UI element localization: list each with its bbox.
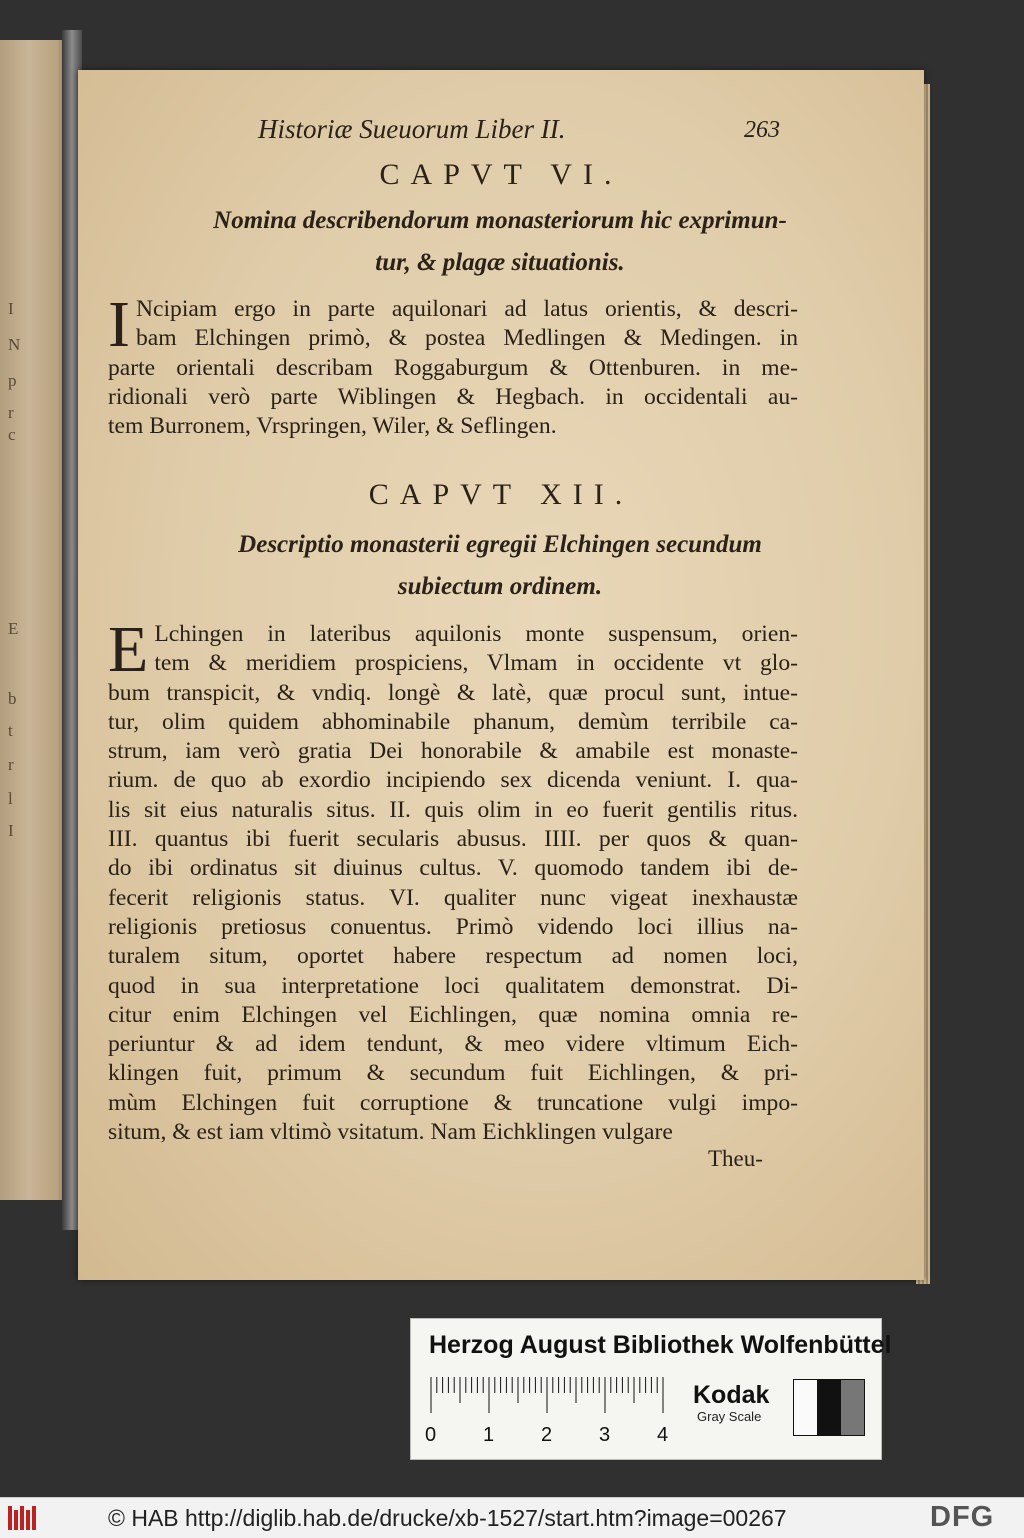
- page-number: 263: [744, 117, 780, 143]
- drop-cap: I: [108, 288, 130, 361]
- previous-page-fragment: c: [8, 425, 16, 444]
- library-color-card: [410, 1318, 892, 1460]
- running-head: Historiæ Sueuorum Liber II.: [258, 114, 566, 144]
- chapter-12-subtitle: [130, 524, 870, 608]
- text-line: bam Elchingen primò, & postea Medlingen & Medingen. in: [135, 325, 798, 352]
- text-line: citur enim Elchingen vel Eichlingen, quæ nomina omnia re-: [108, 1001, 798, 1028]
- kodak-label: Kodak: [693, 1381, 770, 1409]
- dfg-logo: DFG: [930, 1501, 995, 1533]
- footer-link[interactable]: © HAB http://diglib.hab.de/drucke/xb-1527/start.htm?image=00267: [108, 1505, 787, 1531]
- previous-page-fragment: E: [8, 619, 19, 638]
- text-line: III. quantus ibi fuerit secularis abusus. IIII. per quos & quan-: [108, 826, 798, 853]
- text-line: Ncipiam ergo in parte aquilonari ad latus orientis, & descri-: [135, 296, 798, 322]
- chapter-6-subtitle: [130, 200, 870, 284]
- text-line: religionis pretiosus conuentus. Primò videndo loci illius na-: [108, 913, 798, 940]
- text-line: strum, iam verò gratia Dei honorabile & amabile est monaste-: [108, 738, 798, 765]
- white-swatch: [794, 1380, 817, 1435]
- gray-scale-swatches: [793, 1379, 865, 1436]
- text-line: turalem situm, oportet habere respectum ad nomen loci,: [108, 943, 798, 970]
- text-line: tur, olim quidem abhominabile phanum, demùm terribile ca-: [108, 708, 798, 735]
- footer-bar: [0, 1497, 1024, 1538]
- text-line: tem Burronem, Vrspringen, Wiler, & Seflingen.: [108, 413, 557, 440]
- text-line: tem & meridiem prospiciens, Vlmam in occidente vt glo-: [154, 650, 798, 677]
- catchword: Theu-: [708, 1146, 763, 1171]
- previous-page-fragment: b: [8, 689, 17, 708]
- black-swatch: [817, 1380, 840, 1435]
- text-line: mùm Elchingen fuit corruptione & truncatione vulgi impo-: [108, 1089, 798, 1116]
- previous-page-fragment: p: [8, 371, 17, 390]
- text-line: do ibi ordinatus sit diuinus cultus. V. quomodo tandem ibi de-: [108, 855, 798, 882]
- ruler-number: 3: [599, 1424, 611, 1446]
- previous-page-fragment: I: [8, 821, 14, 840]
- text-line: rium. de quo ab exordio incipiendo sex dicenda veniunt. I. qua-: [108, 767, 798, 794]
- previous-page-fragment: l: [8, 789, 13, 808]
- ruler-number: 1: [483, 1424, 495, 1446]
- grayscale-label: Gray Scale: [697, 1409, 762, 1424]
- subtitle-line: Nomina describendorum monasteriorum hic exprimun-: [213, 207, 787, 234]
- previous-page-fragment: t: [8, 721, 13, 740]
- ruler-number: 0: [425, 1424, 437, 1446]
- subtitle-line: Descriptio monasterii egregii Elchingen secundum: [238, 531, 762, 558]
- ruler-number: 4: [657, 1424, 669, 1446]
- text-line: quod in sua interpretatione loci qualitatem demonstrat. Di-: [108, 972, 798, 999]
- library-logo-icon: [8, 1504, 42, 1532]
- measurement-ruler: [429, 1377, 689, 1417]
- text-line: Lchingen in lateribus aquilonis monte suspensum, orien-: [154, 621, 798, 647]
- text-line: periuntur & ad idem tendunt, & meo videre vltimum Eich-: [108, 1031, 798, 1058]
- subtitle-line: tur, & plagæ situationis.: [375, 249, 625, 276]
- library-title: Herzog August Bibliothek Wolfenbüttel: [429, 1331, 892, 1359]
- chapter-12-text: [108, 613, 798, 1147]
- text-line: bum transpicit, & vndiq. longè & latè, quæ procul sunt, intue-: [108, 679, 798, 706]
- subtitle-line: subiectum ordinem.: [397, 573, 603, 600]
- previous-page-fragment: I: [8, 299, 14, 318]
- previous-page-fragment: N: [8, 335, 21, 354]
- ruler-number: 2: [541, 1424, 553, 1446]
- text-line: parte orientali describam Roggaburgum & Ottenburen. in me-: [108, 354, 798, 381]
- chapter-6-text: [108, 288, 798, 441]
- chapter-12-heading: CAPVT XII.: [368, 478, 634, 511]
- gray-swatch: [841, 1380, 864, 1435]
- previous-page-fragment: r: [8, 403, 14, 422]
- chapter-6-heading: CAPVT VI.: [379, 158, 623, 191]
- drop-cap: E: [108, 613, 149, 686]
- text-line: fecerit religionis status. VI. qualiter nunc vigeat inexhaustæ: [108, 884, 798, 911]
- text-line: lis sit eius naturalis situs. II. quis olim in eo fuerit gentilis ritus.: [108, 796, 798, 823]
- previous-page-fragment: r: [8, 755, 14, 774]
- text-line: ridionali verò parte Wiblingen & Hegbach. in occidentali au-: [108, 383, 798, 410]
- text-line: klingen fuit, primum & secundum fuit Eichlingen, & pri-: [108, 1060, 798, 1087]
- text-line: situm, & est iam vltimò vsitatum. Nam Eichklingen vulgare: [108, 1119, 673, 1146]
